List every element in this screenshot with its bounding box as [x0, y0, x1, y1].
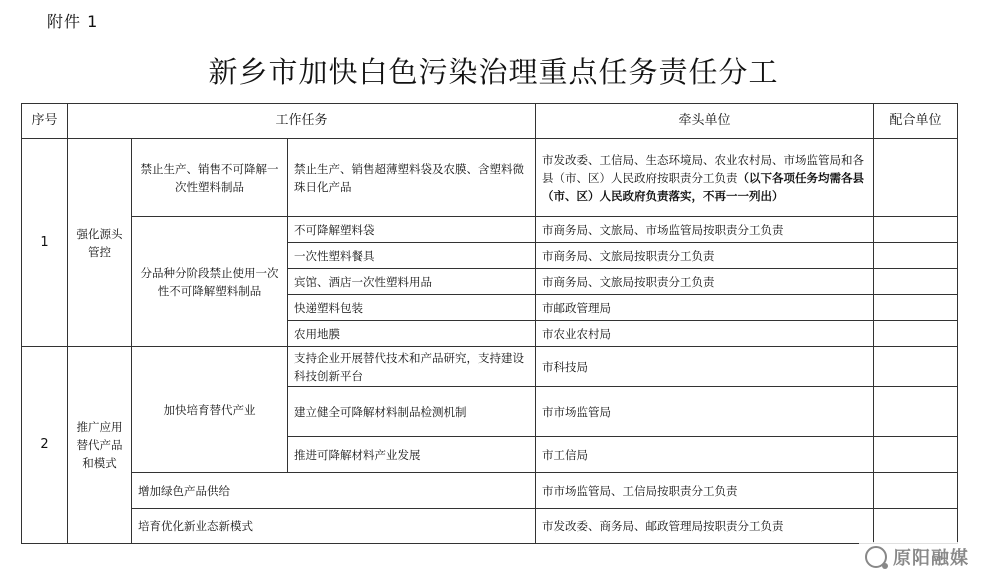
- lead-cell: [536, 139, 874, 217]
- lead-cell: 市商务局、文旅局按职责分工负责: [536, 243, 874, 269]
- lead-cell: 市邮政管理局: [536, 295, 874, 321]
- assist-cell: [874, 437, 958, 473]
- table-row: [22, 509, 958, 544]
- assist-cell: [874, 217, 958, 243]
- task-cell: 增加绿色产品供给: [132, 473, 536, 509]
- task-cell: 快递塑料包装: [288, 295, 536, 321]
- task-cell: 建立健全可降解材料制品检测机制: [288, 387, 536, 437]
- lead-cell: 市商务局、文旅局按职责分工负责: [536, 269, 874, 295]
- table-row: [22, 347, 958, 387]
- assist-cell: [874, 347, 958, 387]
- section-category: 推广应用替代产品和模式: [68, 347, 132, 544]
- lead-cell: 市农业农村局: [536, 321, 874, 347]
- subcategory-cell: 加快培育替代产业: [132, 347, 288, 473]
- responsibility-table: [21, 103, 958, 544]
- assist-cell: [874, 269, 958, 295]
- lead-text: 市发改委、工信局、生态环境局、农业农村局、市场监管局和各县（市、区）人民政府按职责分工负责: [542, 152, 864, 185]
- header-lead: 牵头单位: [536, 104, 874, 139]
- task-cell: 培育优化新业态新模式: [132, 509, 536, 544]
- header-seq: 序号: [22, 104, 68, 139]
- task-cell: 宾馆、酒店一次性塑料用品: [288, 269, 536, 295]
- lead-cell: 市工信局: [536, 437, 874, 473]
- table-row: [22, 139, 958, 217]
- lead-cell: 市发改委、商务局、邮政管理局按职责分工负责: [536, 509, 874, 544]
- assist-cell: [874, 295, 958, 321]
- assist-cell: [874, 243, 958, 269]
- task-cell: 推进可降解材料产业发展: [288, 437, 536, 473]
- assist-cell: [874, 473, 958, 509]
- document-title: 新乡市加快白色污染治理重点任务责任分工: [208, 55, 779, 89]
- watermark-badge: [859, 542, 975, 572]
- task-cell: 农用地膜: [288, 321, 536, 347]
- assist-cell: [874, 387, 958, 437]
- subcategory-cell: 禁止生产、销售不可降解一次性塑料制品: [132, 139, 288, 217]
- lead-note: （以下各项任务均需各县（市、区）人民政府负责落实，不再一一列出）: [542, 170, 864, 203]
- lead-cell: 市市场监管局: [536, 387, 874, 437]
- lead-cell: 市市场监管局、工信局按职责分工负责: [536, 473, 874, 509]
- section-category: 强化源头管控: [68, 139, 132, 347]
- table-header-row: [22, 104, 958, 139]
- subcategory-cell: 分品种分阶段禁止使用一次性不可降解塑料制品: [132, 217, 288, 347]
- wechat-icon: [865, 546, 887, 568]
- lead-cell: 市商务局、文旅局、市场监管局按职责分工负责: [536, 217, 874, 243]
- assist-cell: [874, 509, 958, 544]
- section-number: 1: [22, 139, 68, 347]
- section-number: 2: [22, 347, 68, 544]
- table-row: [22, 217, 958, 243]
- assist-cell: [874, 321, 958, 347]
- task-cell: 禁止生产、销售超薄塑料袋及农膜、含塑料微珠日化产品: [288, 139, 536, 217]
- watermark-text: 原阳融媒: [893, 548, 969, 569]
- attachment-label: 附件 1: [47, 12, 99, 31]
- header-task: 工作任务: [68, 104, 536, 139]
- task-cell: 一次性塑料餐具: [288, 243, 536, 269]
- table-row: [22, 473, 958, 509]
- lead-cell: 市科技局: [536, 347, 874, 387]
- task-cell: 支持企业开展替代技术和产品研究，支持建设科技创新平台: [288, 347, 536, 387]
- assist-cell: [874, 139, 958, 217]
- header-assist: 配合单位: [874, 104, 958, 139]
- task-cell: 不可降解塑料袋: [288, 217, 536, 243]
